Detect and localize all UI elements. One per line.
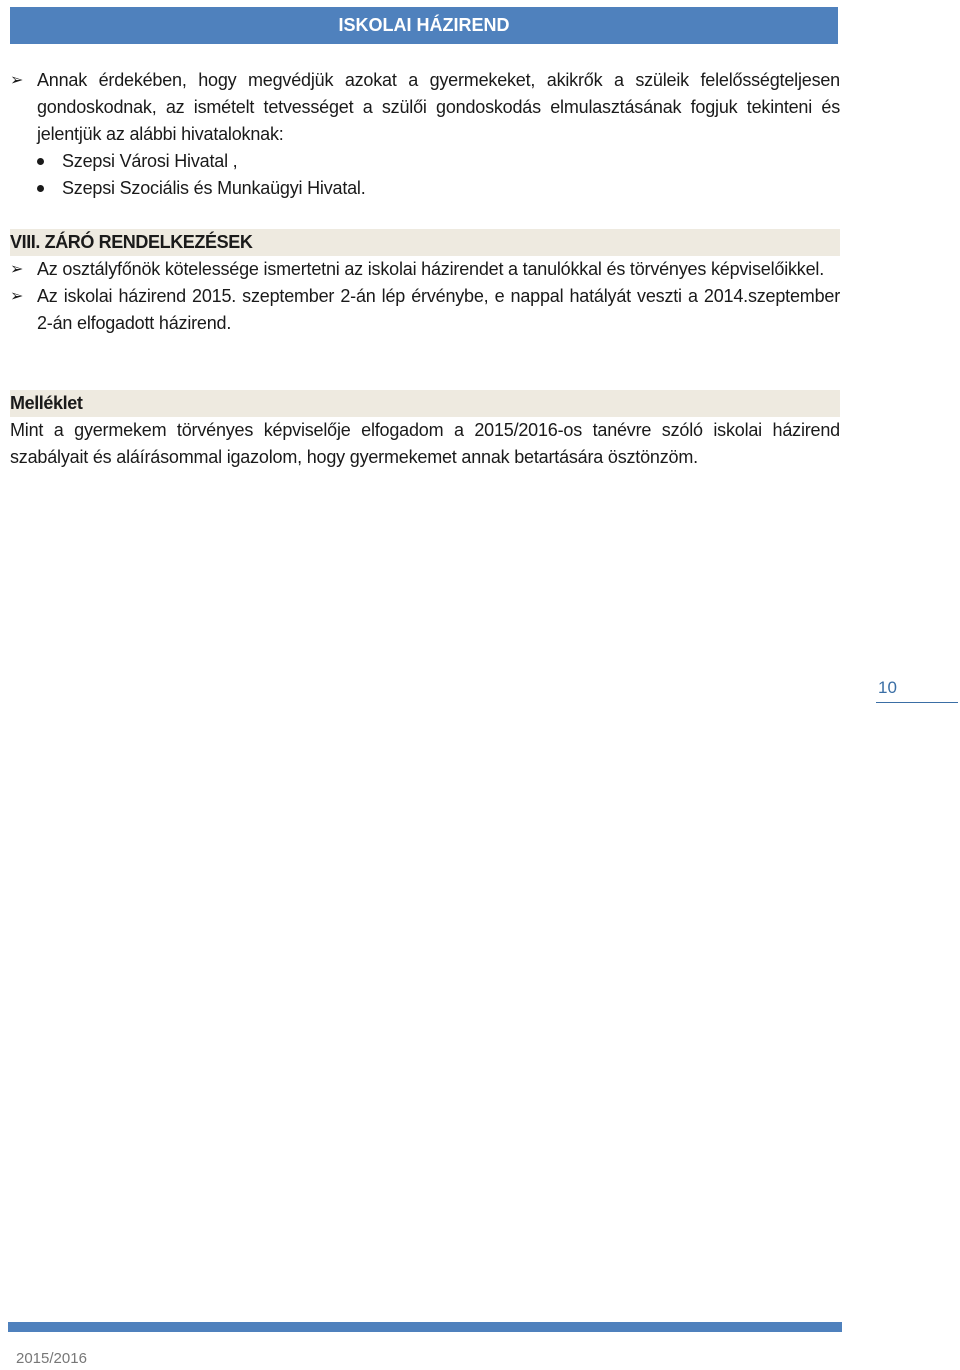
- footer-bar: [8, 1322, 842, 1332]
- closing-provisions-section: [10, 229, 840, 337]
- arrow-bullet-icon: ➢: [10, 261, 24, 278]
- office-list-item: [10, 148, 840, 175]
- provision-item: [10, 283, 840, 337]
- provision-item: [10, 256, 840, 283]
- appendix-section: [10, 390, 840, 471]
- provision-text: Az iskolai házirend 2015. szeptember 2-án lép érvénybe, e nappal hatályát veszti a 2014.szeptember 2-án elfogadott házirend.: [37, 286, 840, 333]
- document-header: [10, 7, 838, 44]
- office-name: Szepsi Városi Hivatal ,: [62, 151, 238, 171]
- header-title: ISKOLAI HÁZIREND: [338, 15, 510, 35]
- office-name: Szepsi Szociális és Munkaügyi Hivatal.: [62, 178, 366, 198]
- intro-section: [10, 67, 840, 202]
- bullet-dot-icon: [37, 158, 44, 165]
- appendix-heading: Melléklet: [10, 390, 840, 417]
- office-list-item: [10, 175, 840, 202]
- arrow-bullet-icon: ➢: [10, 72, 24, 89]
- arrow-bullet-icon: ➢: [10, 288, 24, 305]
- intro-paragraph: [10, 67, 840, 148]
- provision-text: Az osztályfőnök kötelessége ismertetni az iskolai házirendet a tanulókkal és törvényes képviselőikkel.: [37, 259, 825, 279]
- page-number: 10: [876, 678, 958, 703]
- footer-year: 2015/2016: [16, 1350, 87, 1367]
- intro-text: Annak érdekében, hogy megvédjük azokat a gyermekeket, akikrők a szüleik felelősségteljesen gondoskodnak, az ismételt tetvességet a szülői gondoskodás elmulasztásának fogjuk tekinteni és jelentjük az alábbi hivataloknak:: [37, 70, 840, 144]
- bullet-dot-icon: [37, 185, 44, 192]
- section-heading: VIII. ZÁRÓ RENDELKEZÉSEK: [10, 229, 840, 256]
- appendix-text: Mint a gyermekem törvényes képviselője elfogadom a 2015/2016-os tanévre szóló iskolai házirend szabályait és aláírásommal igazolom, hogy gyermekemet annak betartására ösztönzöm.: [10, 420, 840, 467]
